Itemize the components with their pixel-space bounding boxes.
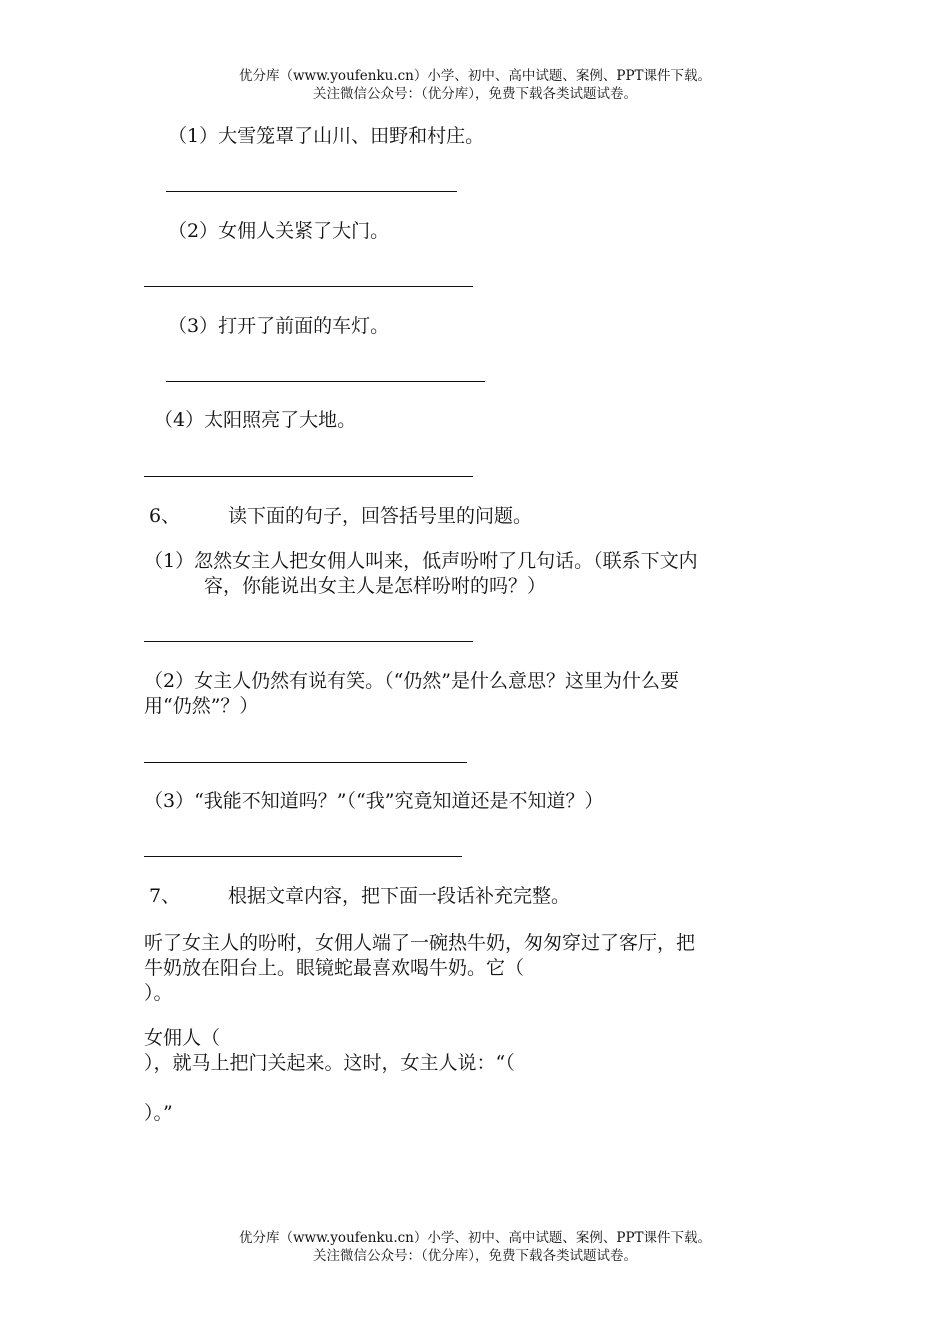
footer-line-1: 优分库（www.youfenku.cn）小学、初中、高中试题、案例、PPT课件下载。 [238, 1230, 712, 1246]
q7-paragraph-1-line-3: ）。 [144, 982, 173, 1004]
q7-paragraph-2-line-1: 女佣人（ [144, 1027, 221, 1049]
q7-paragraph-1-line-1: 听了女主人的吩咐，女佣人端了一碗热牛奶，匆匆穿过了客厅，把 [144, 932, 696, 954]
answer-line-q5-1[interactable] [166, 191, 457, 192]
q7-prompt: 根据文章内容，把下面一段话补充完整。 [228, 885, 571, 907]
q6-sentence-1-line-1: （1）忽然女主人把女佣人叫来，低声吩咐了几句话。（联系下文内 [144, 550, 698, 572]
q5-item-1: （1）大雪笼罩了山川、田野和村庄。 [168, 125, 485, 147]
header-line-2: 关注微信公众号：（优分库），免费下载各类试题试卷。 [313, 86, 637, 102]
answer-line-q5-2[interactable] [144, 286, 473, 287]
q7-paragraph-2-line-2: ），就马上把门关起来。这时，女主人说：“（ [144, 1052, 515, 1074]
q6-prompt: 读下面的句子，回答括号里的问题。 [228, 505, 533, 527]
q6-sentence-2-line-1: （2）女主人仍然有说有笑。（“仍然”是什么意思？这里为什么要 [144, 670, 680, 692]
answer-line-q5-4[interactable] [144, 476, 473, 477]
q6-number: 6、 [149, 505, 181, 527]
q7-paragraph-1-line-2: 牛奶放在阳台上。眼镜蛇最喜欢喝牛奶。它（ [144, 957, 525, 979]
answer-line-q6-2[interactable] [144, 762, 467, 763]
q5-item-2: （2）女佣人关紧了大门。 [168, 220, 390, 242]
q7-paragraph-2-line-3: ）。” [144, 1102, 173, 1124]
q6-sentence-1-line-2: 容，你能说出女主人是怎样吩咐的吗？） [204, 575, 547, 597]
answer-line-q5-3[interactable] [166, 381, 485, 382]
answer-line-q6-1[interactable] [144, 641, 473, 642]
q5-item-4: （4）太阳照亮了大地。 [154, 409, 357, 431]
q6-sentence-2-line-2: 用“仍然”？） [144, 695, 259, 717]
header-line-1: 优分库（www.youfenku.cn）小学、初中、高中试题、案例、PPT课件下载。 [238, 68, 712, 84]
q6-sentence-3: （3）“我能不知道吗？”（“我”究竟知道还是不知道？） [144, 790, 604, 812]
q7-number: 7、 [149, 885, 181, 907]
answer-line-q6-3[interactable] [144, 856, 462, 857]
footer-line-2: 关注微信公众号：（优分库），免费下载各类试题试卷。 [313, 1248, 637, 1264]
q5-item-3: （3）打开了前面的车灯。 [168, 315, 390, 337]
